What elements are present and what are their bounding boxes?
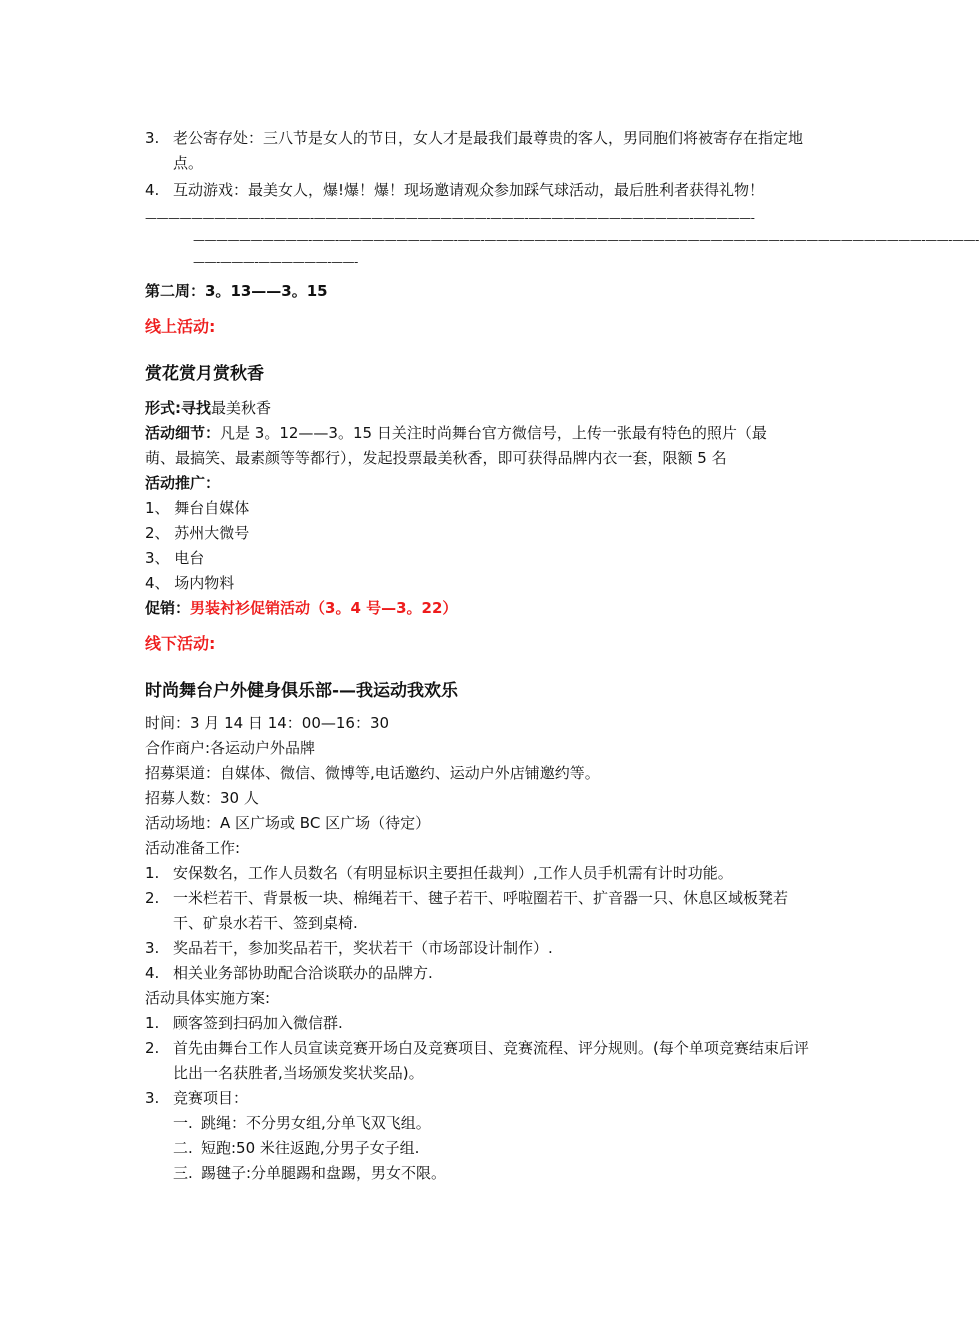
info-line: 招募渠道：自媒体、微信、微博等,电话邀约、运动户外店铺邀约等。 — [145, 764, 600, 782]
document-content — [145, 126, 979, 1186]
sub-text: 踢毽子:分单腿踢和盘踢，男女不限。 — [201, 1164, 447, 1182]
promo-item: 3、 电台 — [145, 549, 205, 567]
promo-label: 活动推广： — [145, 474, 221, 492]
info-line: 时间：3 月 14 日 14：00—16：30 — [145, 714, 390, 732]
info-line: 招募人数：30 人 — [145, 789, 259, 807]
list-text: 老公寄存处：三八节是女人的节日，女人才是最我们最尊贵的客人，男同胞们将被寄存在指定地点。 — [173, 129, 804, 172]
sub-list-item — [145, 1161, 810, 1186]
dash-line: ——————————-——-——————————-——-———-————-——————————————————-————————————-——-——- — [193, 233, 979, 247]
offline-title: 时尚舞台户外健身俱乐部-—我运动我欢乐 — [145, 681, 459, 701]
online-heading: 线上活动: — [145, 317, 216, 336]
list-item — [145, 1011, 810, 1036]
list-text: 顾客签到扫码加入微信群. — [173, 1014, 343, 1032]
sub-number: 三. — [173, 1164, 193, 1182]
sub-list-item — [145, 1136, 810, 1161]
list-number: 2. — [145, 1039, 160, 1057]
dash-line: ——————————-————-———————————————-———-——————————————-—————- — [145, 211, 755, 225]
plan-heading: 活动具体实施方案: — [145, 989, 271, 1007]
form-label: 形式:寻找 — [145, 399, 211, 417]
promo-item: 4、 场内物料 — [145, 574, 235, 592]
sub-list-item — [145, 1111, 810, 1136]
detail-text: 凡是 3。12——3。15 日关注时尚舞台官方微信号，上传一张最有特色的照片（最 — [220, 424, 767, 442]
dash-separator — [145, 209, 979, 271]
form-value: 最美秋香 — [211, 399, 272, 417]
list-item — [145, 936, 810, 961]
list-item — [145, 961, 810, 986]
list-text: 相关业务部协助配合洽谈联办的品牌方. — [173, 964, 433, 982]
list-item — [145, 178, 810, 203]
online-title: 赏花赏月赏秋香 — [145, 364, 264, 384]
sale-value: 男装衬衫促销活动（3。4 号—3。22） — [190, 599, 458, 617]
info-line: 合作商户:各运动户外品牌 — [145, 739, 316, 757]
list-item — [145, 1086, 810, 1111]
list-item — [145, 1036, 810, 1086]
detail-label: 活动细节： — [145, 424, 221, 442]
list-text: 奖品若干，参加奖品若干，奖状若干（市场部设计制作）. — [173, 939, 553, 957]
sale-label: 促销： — [145, 599, 191, 617]
list-number: 1. — [145, 1014, 160, 1032]
list-number: 2. — [145, 889, 160, 907]
list-item — [145, 126, 810, 176]
detail-line — [145, 421, 810, 446]
list-number: 4. — [145, 964, 160, 982]
sub-text: 短跑:50 米往返跑,分男子女子组. — [201, 1139, 420, 1157]
list-text: 一米栏若干、背景板一块、棉绳若干、毽子若干、呼啦圈若干、扩音器一只、休息区域板凳若干、矿泉水若干、签到桌椅. — [173, 889, 789, 932]
sale-line — [145, 596, 810, 621]
week2-heading: 第二周：3。13——3。15 — [145, 282, 328, 300]
list-text: 竞赛项目： — [173, 1089, 249, 1107]
list-number: 3. — [145, 1089, 160, 1107]
detail-line-2: 萌、最搞笑、最素颜等等都行），发起投票最美秋香，即可获得品牌内衣一套，限额 5 名 — [145, 449, 727, 467]
list-item — [145, 886, 810, 936]
offline-info — [145, 711, 810, 861]
list-number: 1. — [145, 864, 160, 882]
promo-item: 1、 舞台自媒体 — [145, 499, 250, 517]
list-number: 3. — [145, 129, 160, 147]
list-item — [145, 861, 810, 886]
info-line: 活动准备工作: — [145, 839, 241, 857]
sub-number: 一. — [173, 1114, 193, 1132]
list-text: 安保数名，工作人员数名（有明显标识主要担任裁判）,工作人员手机需有计时功能。 — [173, 864, 733, 882]
sub-number: 二. — [173, 1139, 193, 1157]
offline-heading: 线下活动: — [145, 634, 216, 653]
list-text: 首先由舞台工作人员宣读竞赛开场白及竞赛项目、竞赛流程、评分规则。(每个单项竞赛结束后评比出一名获胜者,当场颁发奖状奖品)。 — [173, 1039, 809, 1082]
promo-item: 2、 苏州大微号 — [145, 524, 250, 542]
list-number: 4. — [145, 181, 160, 199]
list-text: 互动游戏：最美女人，爆!爆！爆！现场邀请观众参加踩气球活动，最后胜利者获得礼物！ — [173, 181, 765, 199]
sub-text: 跳绳：不分男女组,分单飞双飞组。 — [201, 1114, 431, 1132]
list-number: 3. — [145, 939, 160, 957]
form-line — [145, 396, 810, 421]
dash-line: ——-———-——————-——- — [193, 255, 358, 269]
info-line: 活动场地：A 区广场或 BC 区广场（待定） — [145, 814, 431, 832]
